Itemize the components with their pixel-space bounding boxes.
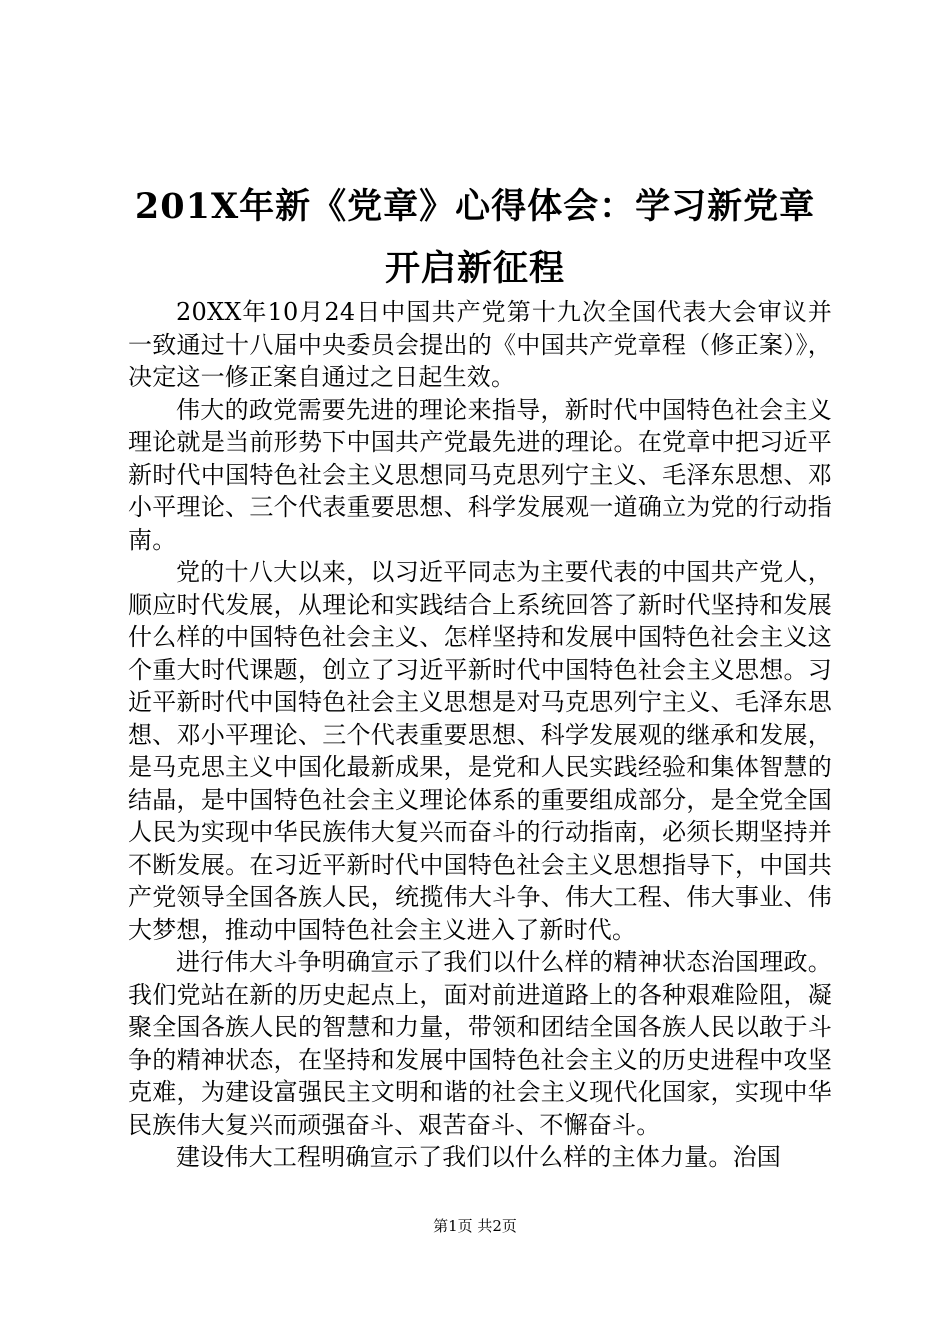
page-number-footer: 第1页 共2页 (433, 1217, 517, 1235)
paragraph: 党的十八大以来，以习近平同志为主要代表的中国共产党人，顺应时代发展，从理论和实践结合上系统回答了新时代坚持和发展什么样的中国特色社会主义、怎样坚持和发展中国特色社会主义这个重大时代课题，创立了习近平新时代中国特色社会主义思想。习近平新时代中国特色社会主义思想是对马克思列宁主义、毛泽东思想、邓小平理论、三个代表重要思想、科学发展观的继承和发展，是马克思主义中国化最新成果，是党和人民实践经验和集体智慧的结晶，是中国特色社会主义理论体系的重要组成部分，是全党全国人民为实现中华民族伟大复兴而奋斗的行动指南，必须长期坚持并不断发展。在习近平新时代中国特色社会主义思想指导下，中国共产党领导全国各族人民，统揽伟大斗争、伟大工程、伟大事业、伟大梦想，推动中国特色社会主义进入了新时代。 (128, 558, 832, 944)
paragraph: 20XX年10月24日中国共产党第十九次全国代表大会审议并一致通过十八届中央委员会提出的《中国共产党章程（修正案）》，决定这一修正案自通过之日起生效。 (128, 298, 832, 391)
paragraph: 建设伟大工程明确宣示了我们以什么样的主体力量。治国 (176, 1143, 781, 1171)
paragraph: 进行伟大斗争明确宣示了我们以什么样的精神状态治国理政。我们党站在新的历史起点上，面对前进道路上的各种艰难险阻，凝聚全国各族人民的智慧和力量，带领和团结全国各族人民以敢于斗争的精神状态，在坚持和发展中国特色社会主义的历史进程中攻坚克难，为建设富强民主文明和谐的社会主义现代化国家，实现中华民族伟大复兴而顽强奋斗、艰苦奋斗、不懈奋斗。 (128, 948, 832, 1139)
paragraph: 伟大的政党需要先进的理论来指导，新时代中国特色社会主义理论就是当前形势下中国共产党最先进的理论。在党章中把习近平新时代中国特色社会主义思想同马克思列宁主义、毛泽东思想、邓小平理论、三个代表重要思想、科学发展观一道确立为党的行动指南。 (128, 395, 832, 554)
document-body (128, 296, 832, 1174)
document-title: 201X年新《党章》心得体会：学习新党章开启新征程 (134, 186, 816, 289)
